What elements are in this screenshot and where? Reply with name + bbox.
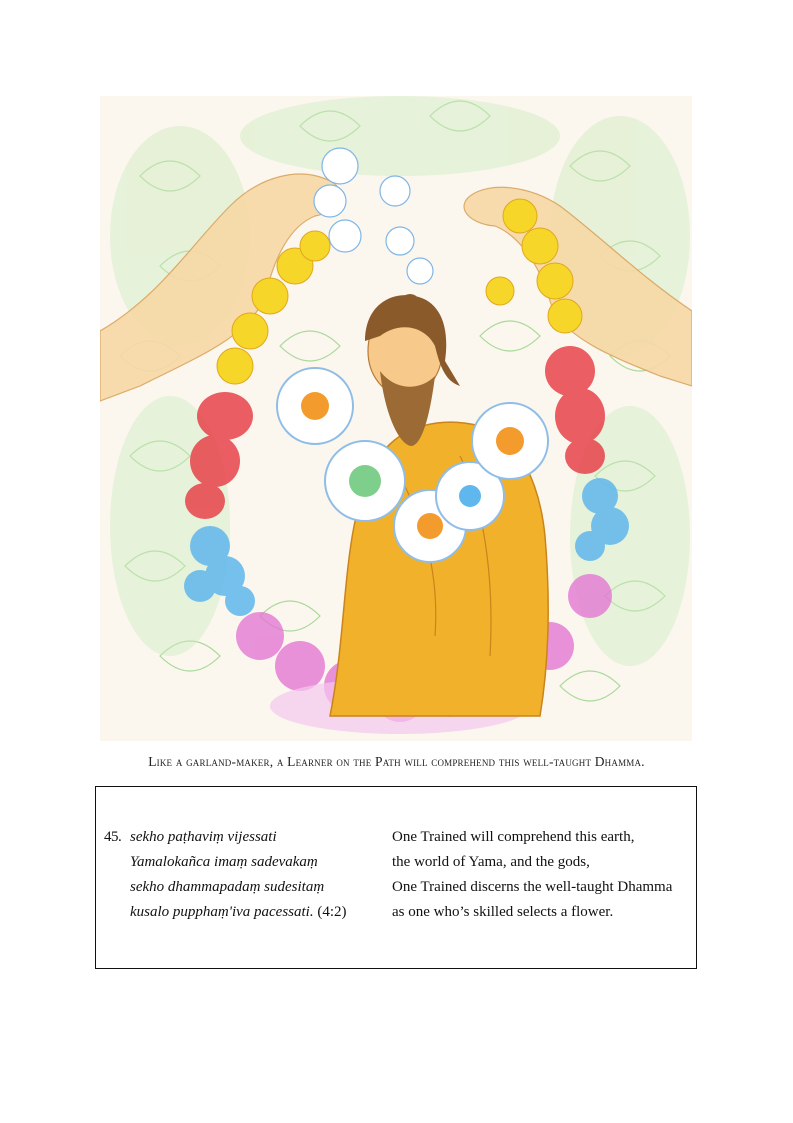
- english-translation: [392, 825, 692, 925]
- garland-illustration: [100, 96, 692, 741]
- pali-line: Yamalokañca imaṃ sadevakaṃ: [130, 854, 318, 870]
- garland-drawing: [100, 96, 692, 741]
- pali-line: kusalo pupphaṃ'iva pacessati.: [130, 904, 314, 920]
- verse-box: [95, 786, 697, 969]
- english-line: the world of Yama, and the gods,: [392, 854, 590, 870]
- english-line: as one who’s skilled selects a flower.: [392, 904, 614, 920]
- verse-number: 45.: [104, 829, 122, 845]
- verse-reference: (4:2): [317, 904, 347, 920]
- pali-line: sekho dhammapadaṃ sudesitaṃ: [130, 879, 325, 895]
- english-line: One Trained discerns the well-taught Dhamma: [392, 879, 673, 895]
- pali-line-last: [104, 900, 384, 925]
- english-line: One Trained will comprehend this earth,: [392, 829, 635, 845]
- illustration-caption: Like a garland-maker, a Learner on the Path will comprehend this well-taught Dhamma.: [148, 754, 645, 769]
- pali-verse: [104, 825, 384, 925]
- pali-line: sekho paṭhaviṃ vijessati: [130, 829, 277, 845]
